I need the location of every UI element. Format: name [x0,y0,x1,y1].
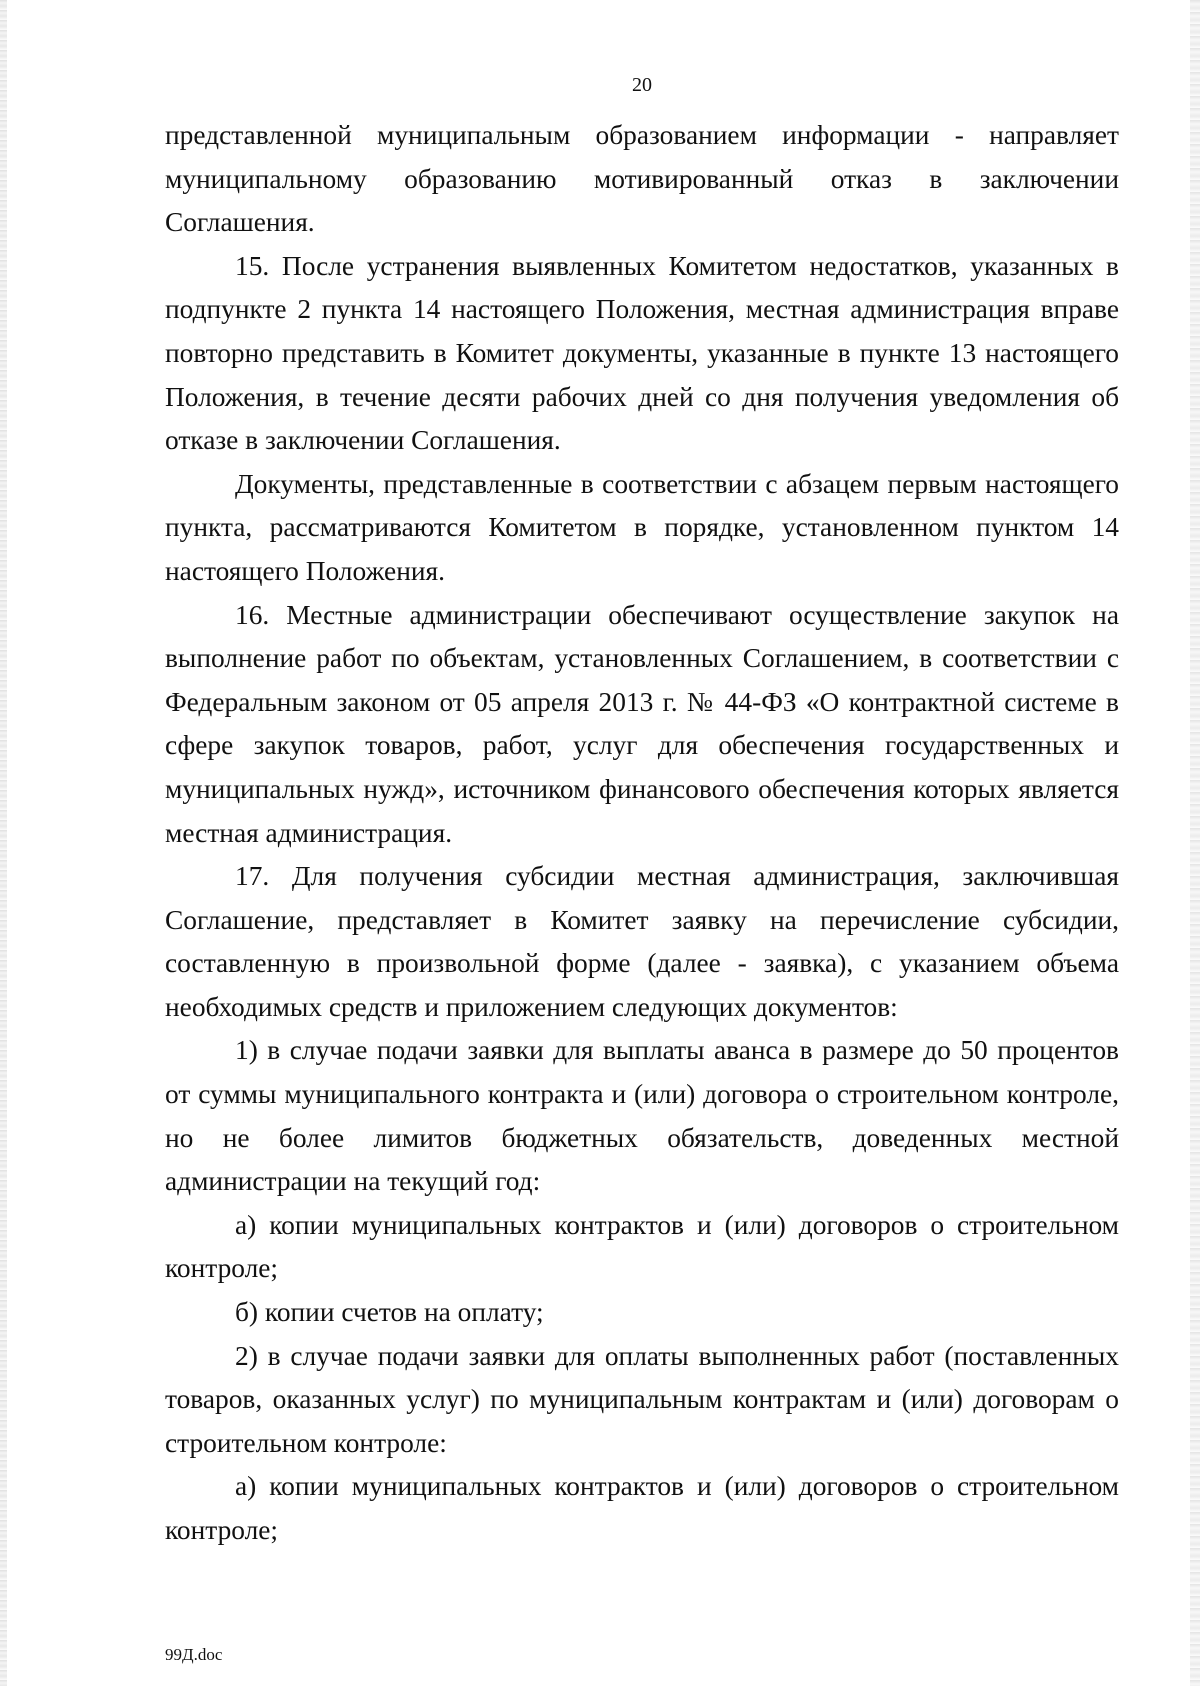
paragraph-documents: Документы, представленные в соответствии с абзацем первым настоящего пункта, рассматриваются Комитетом в порядке, установленном пунктом 14 настоящего Положения. [165,468,1119,586]
paragraph-subitem-1b: б) копии счетов на оплату; [235,1297,544,1328]
paragraph-item-17: 17. Для получения субсидии местная администрация, заключившая Соглашение, представляет в Комитет заявку на перечисление субсидии, составленную в произвольной форме (далее - заявка), с указанием объема необходимых средств и приложением следующих документов: [165,861,1119,1022]
page-number: 20 [632,74,652,96]
footer-filename: 99Д.doc [165,1645,223,1664]
scan-edge-right [1190,0,1200,1686]
paragraph-continuation: представленной муниципальным образованием информации - направляет муниципальному образованию мотивированный отказ в заключении Соглашения. [165,120,1119,238]
document-body [165,114,1119,1553]
paragraph-subitem-1a: а) копии муниципальных контрактов и (или) договоров о строительном контроле; [165,1209,1119,1284]
paragraph-subitem-2a: а) копии муниципальных контрактов и (или) договоров о строительном контроле; [165,1471,1119,1545]
paragraph-subitem-1: 1) в случае подачи заявки для выплаты аванса в размере до 50 процентов от суммы муниципального контракта и (или) договора о строительном контроле, но не более лимитов бюджетных обязательств, доведенных местной администрации на текущий год: [165,1035,1119,1197]
paragraph-item-15: 15. После устранения выявленных Комитетом недостатков, указанных в подпункте 2 пункта 14 настоящего Положения, местная администрация вправе повторно представить в Комитет документы, указанные в пункте 13 настоящего Положения, в течение десяти рабочих дней со дня получения уведомления об отказе в заключении Соглашения. [165,250,1119,456]
paragraph-item-16: 16. Местные администрации обеспечивают осуществление закупок на выполнение работ по объектам, установленных Соглашением, в соответствии с Федеральным законом от 05 апреля 2013 г. № 44-ФЗ «О контрактной системе в сфере закупок товаров, работ, услуг для обеспечения государственных и муниципальных нужд», источником финансового обеспечения которых является местная администрация. [165,599,1119,848]
scan-edge-left [0,0,7,1686]
paragraph-subitem-2: 2) в случае подачи заявки для оплаты выполненных работ (поставленных товаров, оказанных услуг) по муниципальным контрактам и (или) договорам о строительном контроле: [165,1340,1119,1458]
